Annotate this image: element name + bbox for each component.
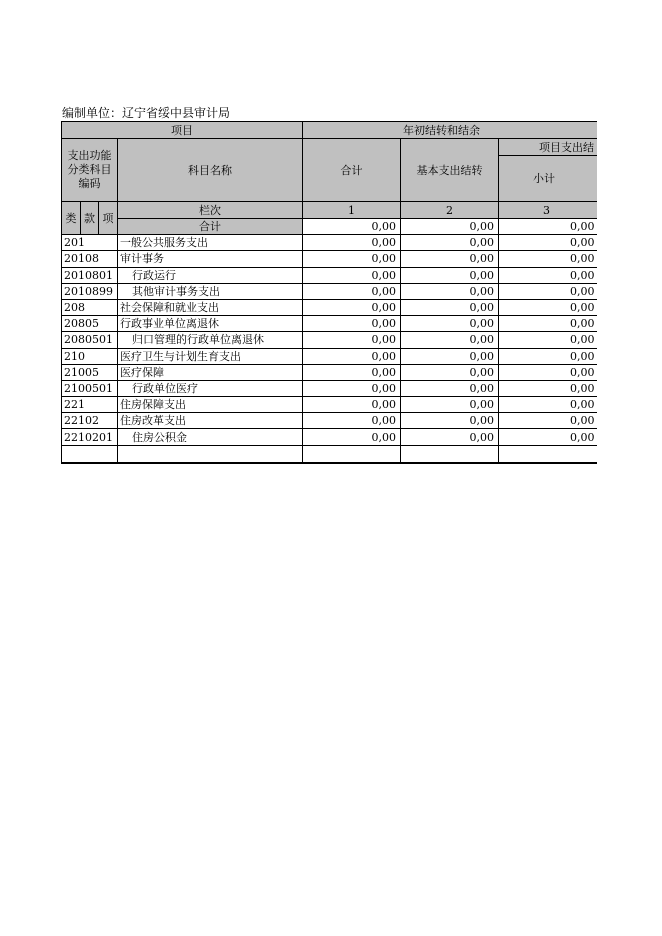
row-value-3: 0,00 [499, 235, 598, 251]
table-row [62, 397, 598, 413]
row-value-2: 0,00 [401, 235, 499, 251]
row-value-1: 0,00 [303, 299, 401, 315]
row-value-1: 0,00 [303, 429, 401, 445]
row-value-3: 0,00 [499, 283, 598, 299]
row-name: 一般公共服务支出 [118, 235, 303, 251]
header-xiang: 项 [99, 202, 118, 235]
row-code: 2210201 [62, 429, 118, 445]
table-row [62, 283, 598, 299]
row-value-1: 0,00 [303, 332, 401, 348]
row-code: 22102 [62, 413, 118, 429]
row-value-3: 0,00 [499, 380, 598, 396]
header-basic-carry: 基本支出结转 [401, 139, 499, 202]
row-name: 行政事业单位离退休 [118, 316, 303, 332]
header-project: 项目 [62, 122, 303, 139]
row-value-2: 0,00 [401, 397, 499, 413]
row-value-1: 0,00 [303, 380, 401, 396]
row-value-2: 0,00 [401, 348, 499, 364]
row-value-3: 0,00 [499, 251, 598, 267]
budget-table [61, 121, 597, 464]
total-row-value-2: 0,00 [401, 219, 499, 235]
table-row [62, 299, 598, 315]
header-total: 合计 [303, 139, 401, 202]
row-value-3: 0,00 [499, 364, 598, 380]
header-func-code: 支出功能分类科目编码 [62, 139, 118, 202]
row-code: 20108 [62, 251, 118, 267]
table-row [62, 364, 598, 380]
table-row [62, 413, 598, 429]
row-value-2: 0,00 [401, 267, 499, 283]
row-value-3: 0,00 [499, 429, 598, 445]
row-value-3: 0,00 [499, 413, 598, 429]
header-carryover: 年初结转和结余 [303, 122, 598, 139]
row-code: 208 [62, 299, 118, 315]
compiling-unit-label: 编制单位：辽宁省绥中县审计局 [62, 106, 231, 120]
row-name: 其他审计事务支出 [118, 283, 303, 299]
header-project-carry: 项目支出结 [499, 139, 598, 156]
row-value-1: 0,00 [303, 413, 401, 429]
row-name: 行政运行 [118, 267, 303, 283]
total-row-value-3: 0,00 [499, 219, 598, 235]
row-value-2: 0,00 [401, 251, 499, 267]
header-column-no: 栏次 [118, 202, 303, 219]
row-name: 审计事务 [118, 251, 303, 267]
table-row [62, 267, 598, 283]
row-value-3: 0,00 [499, 267, 598, 283]
row-value-2: 0,00 [401, 316, 499, 332]
table-row [62, 316, 598, 332]
row-value-2: 0,00 [401, 332, 499, 348]
total-row-value-1: 0,00 [303, 219, 401, 235]
header-col1: 1 [303, 202, 401, 219]
row-value-1: 0,00 [303, 267, 401, 283]
row-name: 住房公积金 [118, 429, 303, 445]
row-name: 社会保障和就业支出 [118, 299, 303, 315]
row-code: 2010899 [62, 283, 118, 299]
row-value-1: 0,00 [303, 251, 401, 267]
row-value-1: 0,00 [303, 348, 401, 364]
row-value-2: 0,00 [401, 283, 499, 299]
table-row [62, 380, 598, 396]
row-value-2: 0,00 [401, 429, 499, 445]
empty-cell [118, 445, 303, 463]
row-name: 住房保障支出 [118, 397, 303, 413]
row-value-2: 0,00 [401, 380, 499, 396]
header-col2: 2 [401, 202, 499, 219]
row-value-2: 0,00 [401, 413, 499, 429]
row-code: 20805 [62, 316, 118, 332]
row-value-1: 0,00 [303, 235, 401, 251]
header-lei: 类 [62, 202, 81, 235]
row-code: 21005 [62, 364, 118, 380]
row-value-1: 0,00 [303, 397, 401, 413]
row-name: 行政单位医疗 [118, 380, 303, 396]
table-row [62, 251, 598, 267]
row-value-3: 0,00 [499, 348, 598, 364]
total-row-label: 合计 [118, 219, 303, 235]
row-value-3: 0,00 [499, 316, 598, 332]
row-value-3: 0,00 [499, 299, 598, 315]
header-col3: 3 [499, 202, 598, 219]
row-code: 221 [62, 397, 118, 413]
table-row-empty [62, 445, 598, 463]
budget-table-sheet [61, 121, 597, 469]
row-value-2: 0,00 [401, 299, 499, 315]
row-value-1: 0,00 [303, 283, 401, 299]
header-subtotal: 小计 [499, 156, 598, 202]
row-name: 医疗保障 [118, 364, 303, 380]
row-code: 2010801 [62, 267, 118, 283]
row-code: 210 [62, 348, 118, 364]
table-row [62, 429, 598, 445]
row-code: 201 [62, 235, 118, 251]
row-name: 住房改革支出 [118, 413, 303, 429]
row-value-1: 0,00 [303, 364, 401, 380]
table-row [62, 348, 598, 364]
row-code: 2100501 [62, 380, 118, 396]
table-row [62, 235, 598, 251]
header-kuan: 款 [81, 202, 99, 235]
empty-cell [303, 445, 401, 463]
row-value-1: 0,00 [303, 316, 401, 332]
row-name: 医疗卫生与计划生育支出 [118, 348, 303, 364]
row-code: 2080501 [62, 332, 118, 348]
table-row [62, 332, 598, 348]
header-subject-name: 科目名称 [118, 139, 303, 202]
row-value-2: 0,00 [401, 364, 499, 380]
empty-cell [499, 445, 598, 463]
empty-cell [62, 445, 118, 463]
row-value-3: 0,00 [499, 332, 598, 348]
row-name: 归口管理的行政单位离退休 [118, 332, 303, 348]
empty-cell [401, 445, 499, 463]
row-value-3: 0,00 [499, 397, 598, 413]
